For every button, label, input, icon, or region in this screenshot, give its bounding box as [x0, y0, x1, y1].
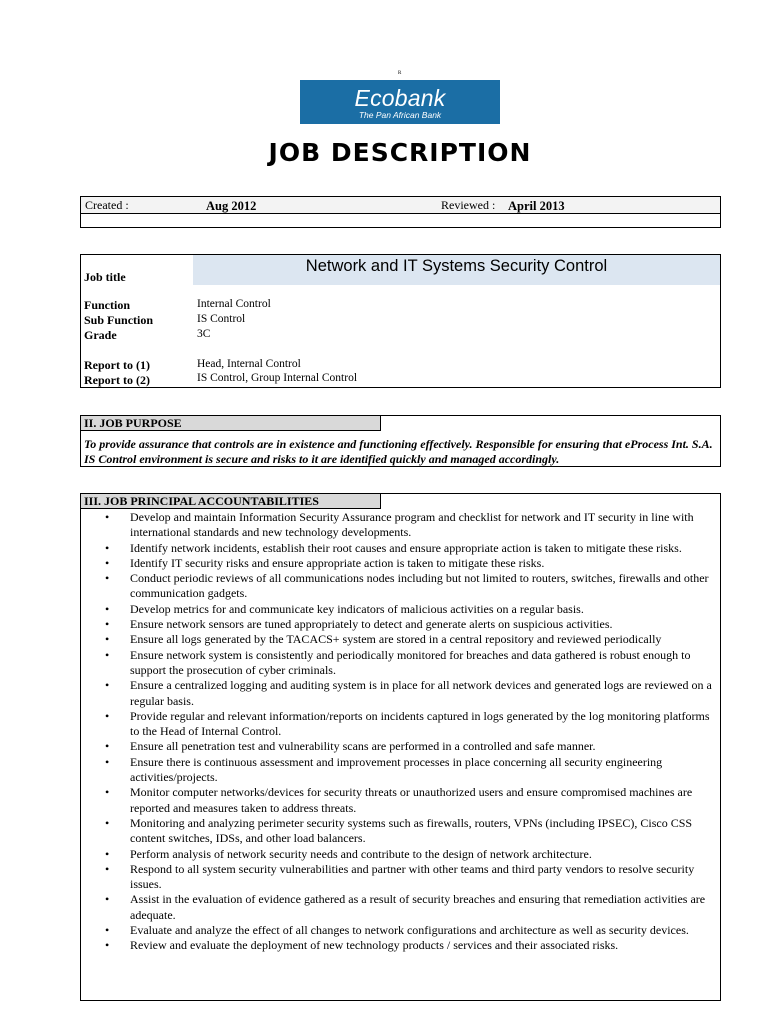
accountability-item: • Assist in the evaluation of evidence gathered as a result of security breaches and ensuring that remediation activities are adequate.	[81, 892, 716, 923]
dates-table	[80, 196, 721, 228]
accountability-item: • Ensure all penetration test and vulnerability scans are performed in a controlled and safe manner.	[81, 739, 716, 754]
report-to-1-label: Report to (1)	[84, 358, 150, 372]
accountability-item: • Provide regular and relevant information/reports on incidents captured in logs generated by the log monitoring platforms to the Head of Internal Control.	[81, 709, 716, 740]
accountability-item: • Ensure a centralized logging and auditing system is in place for all network devices and generated logs are reviewed on a regular basis.	[81, 678, 716, 709]
accountability-item: • Develop metrics for and communicate key indicators of malicious activities on a regular basis.	[81, 602, 716, 617]
created-value: Aug 2012	[206, 199, 257, 213]
function-label: Function	[84, 298, 131, 312]
accountability-item: • Review and evaluate the deployment of new technology products / services and their associated risks.	[81, 938, 716, 953]
job-details-table	[80, 254, 721, 388]
sub-function-value: IS Control	[197, 313, 246, 325]
accountability-item: • Identify network incidents, establish their root causes and ensure appropriate action is taken to mitigate these risks.	[81, 541, 716, 556]
dates-row	[81, 197, 720, 214]
accountabilities-list	[81, 510, 716, 954]
accountability-item: • Ensure all logs generated by the TACACS+ system are stored in a central repository and reviewed periodically	[81, 632, 716, 647]
reviewed-value: April 2013	[508, 199, 565, 213]
document-title: JOB DESCRIPTION	[268, 138, 532, 167]
report-to-2-label: Report to (2)	[84, 373, 150, 387]
accountability-item: • Evaluate and analyze the effect of all changes to network configurations and architecture as well as security devices.	[81, 923, 716, 938]
report-to-2-value: IS Control, Group Internal Control	[197, 372, 358, 384]
logo-wordmark: Ecobank	[354, 85, 446, 111]
logo-tagline: The Pan African Bank	[358, 110, 442, 120]
job-title-value: Network and IT Systems Security Control	[305, 257, 608, 275]
accountability-item: • Identify IT security risks and ensure appropriate action is taken to mitigate these risks.	[81, 556, 716, 571]
job-purpose-text: To provide assurance that controls are in existence and functioning effectively. Responsible for ensuring that eProcess Int. S.A. IS Control environment is secure and risks to it are identified quickly and managed accordingly.	[84, 437, 713, 466]
job-title-label: Job title	[84, 270, 126, 284]
accountabilities-section	[80, 493, 721, 1001]
grade-label: Grade	[84, 328, 117, 342]
sub-function-label: Sub Function	[84, 313, 154, 327]
accountability-item: • Respond to all system security vulnerabilities and partner with other teams and third party vendors to resolve security issues.	[81, 862, 716, 893]
accountability-item: • Perform analysis of network security needs and contribute to the design of network architecture.	[81, 847, 716, 862]
accountability-item: • Monitor computer networks/devices for security threats or unauthorized users and ensure compromised machines are reported and measures taken to address threats.	[81, 785, 716, 816]
accountability-item: • Ensure there is continuous assessment and improvement processes in place concerning all security engineering activities/projects.	[81, 755, 716, 786]
accountability-item: • Develop and maintain Information Security Assurance program and checklist for network and IT security in line with international standards and new technology developments.	[81, 510, 716, 541]
function-value: Internal Control	[197, 298, 271, 310]
grade-value: 3C	[197, 328, 211, 340]
job-purpose-section	[80, 415, 721, 467]
accountability-item: • Monitoring and analyzing perimeter security systems such as firewalls, routers, VPNs (including IPSEC), Cisco CSS content switches, IDSs, and other load balancers.	[81, 816, 716, 847]
registered-mark: R	[398, 71, 402, 76]
reviewed-label: Reviewed :	[441, 198, 496, 212]
accountability-item: • Ensure network sensors are tuned appropriately to detect and generate alerts on suspicious activities.	[81, 617, 716, 632]
created-label: Created :	[85, 198, 129, 212]
accountabilities-heading: III. JOB PRINCIPAL ACCOUNTABILITIES	[81, 494, 381, 509]
ecobank-logo	[300, 80, 500, 124]
job-purpose-heading: II. JOB PURPOSE	[81, 416, 381, 431]
accountability-item: • Conduct periodic reviews of all communications nodes including but not limited to routers, switches, firewalls and other communication gadgets.	[81, 571, 716, 602]
accountability-item: • Ensure network system is consistently and periodically monitored for breaches and data gathered is robust enough to support the prosecution of cyber criminals.	[81, 648, 716, 679]
report-to-1-value: Head, Internal Control	[197, 358, 301, 370]
